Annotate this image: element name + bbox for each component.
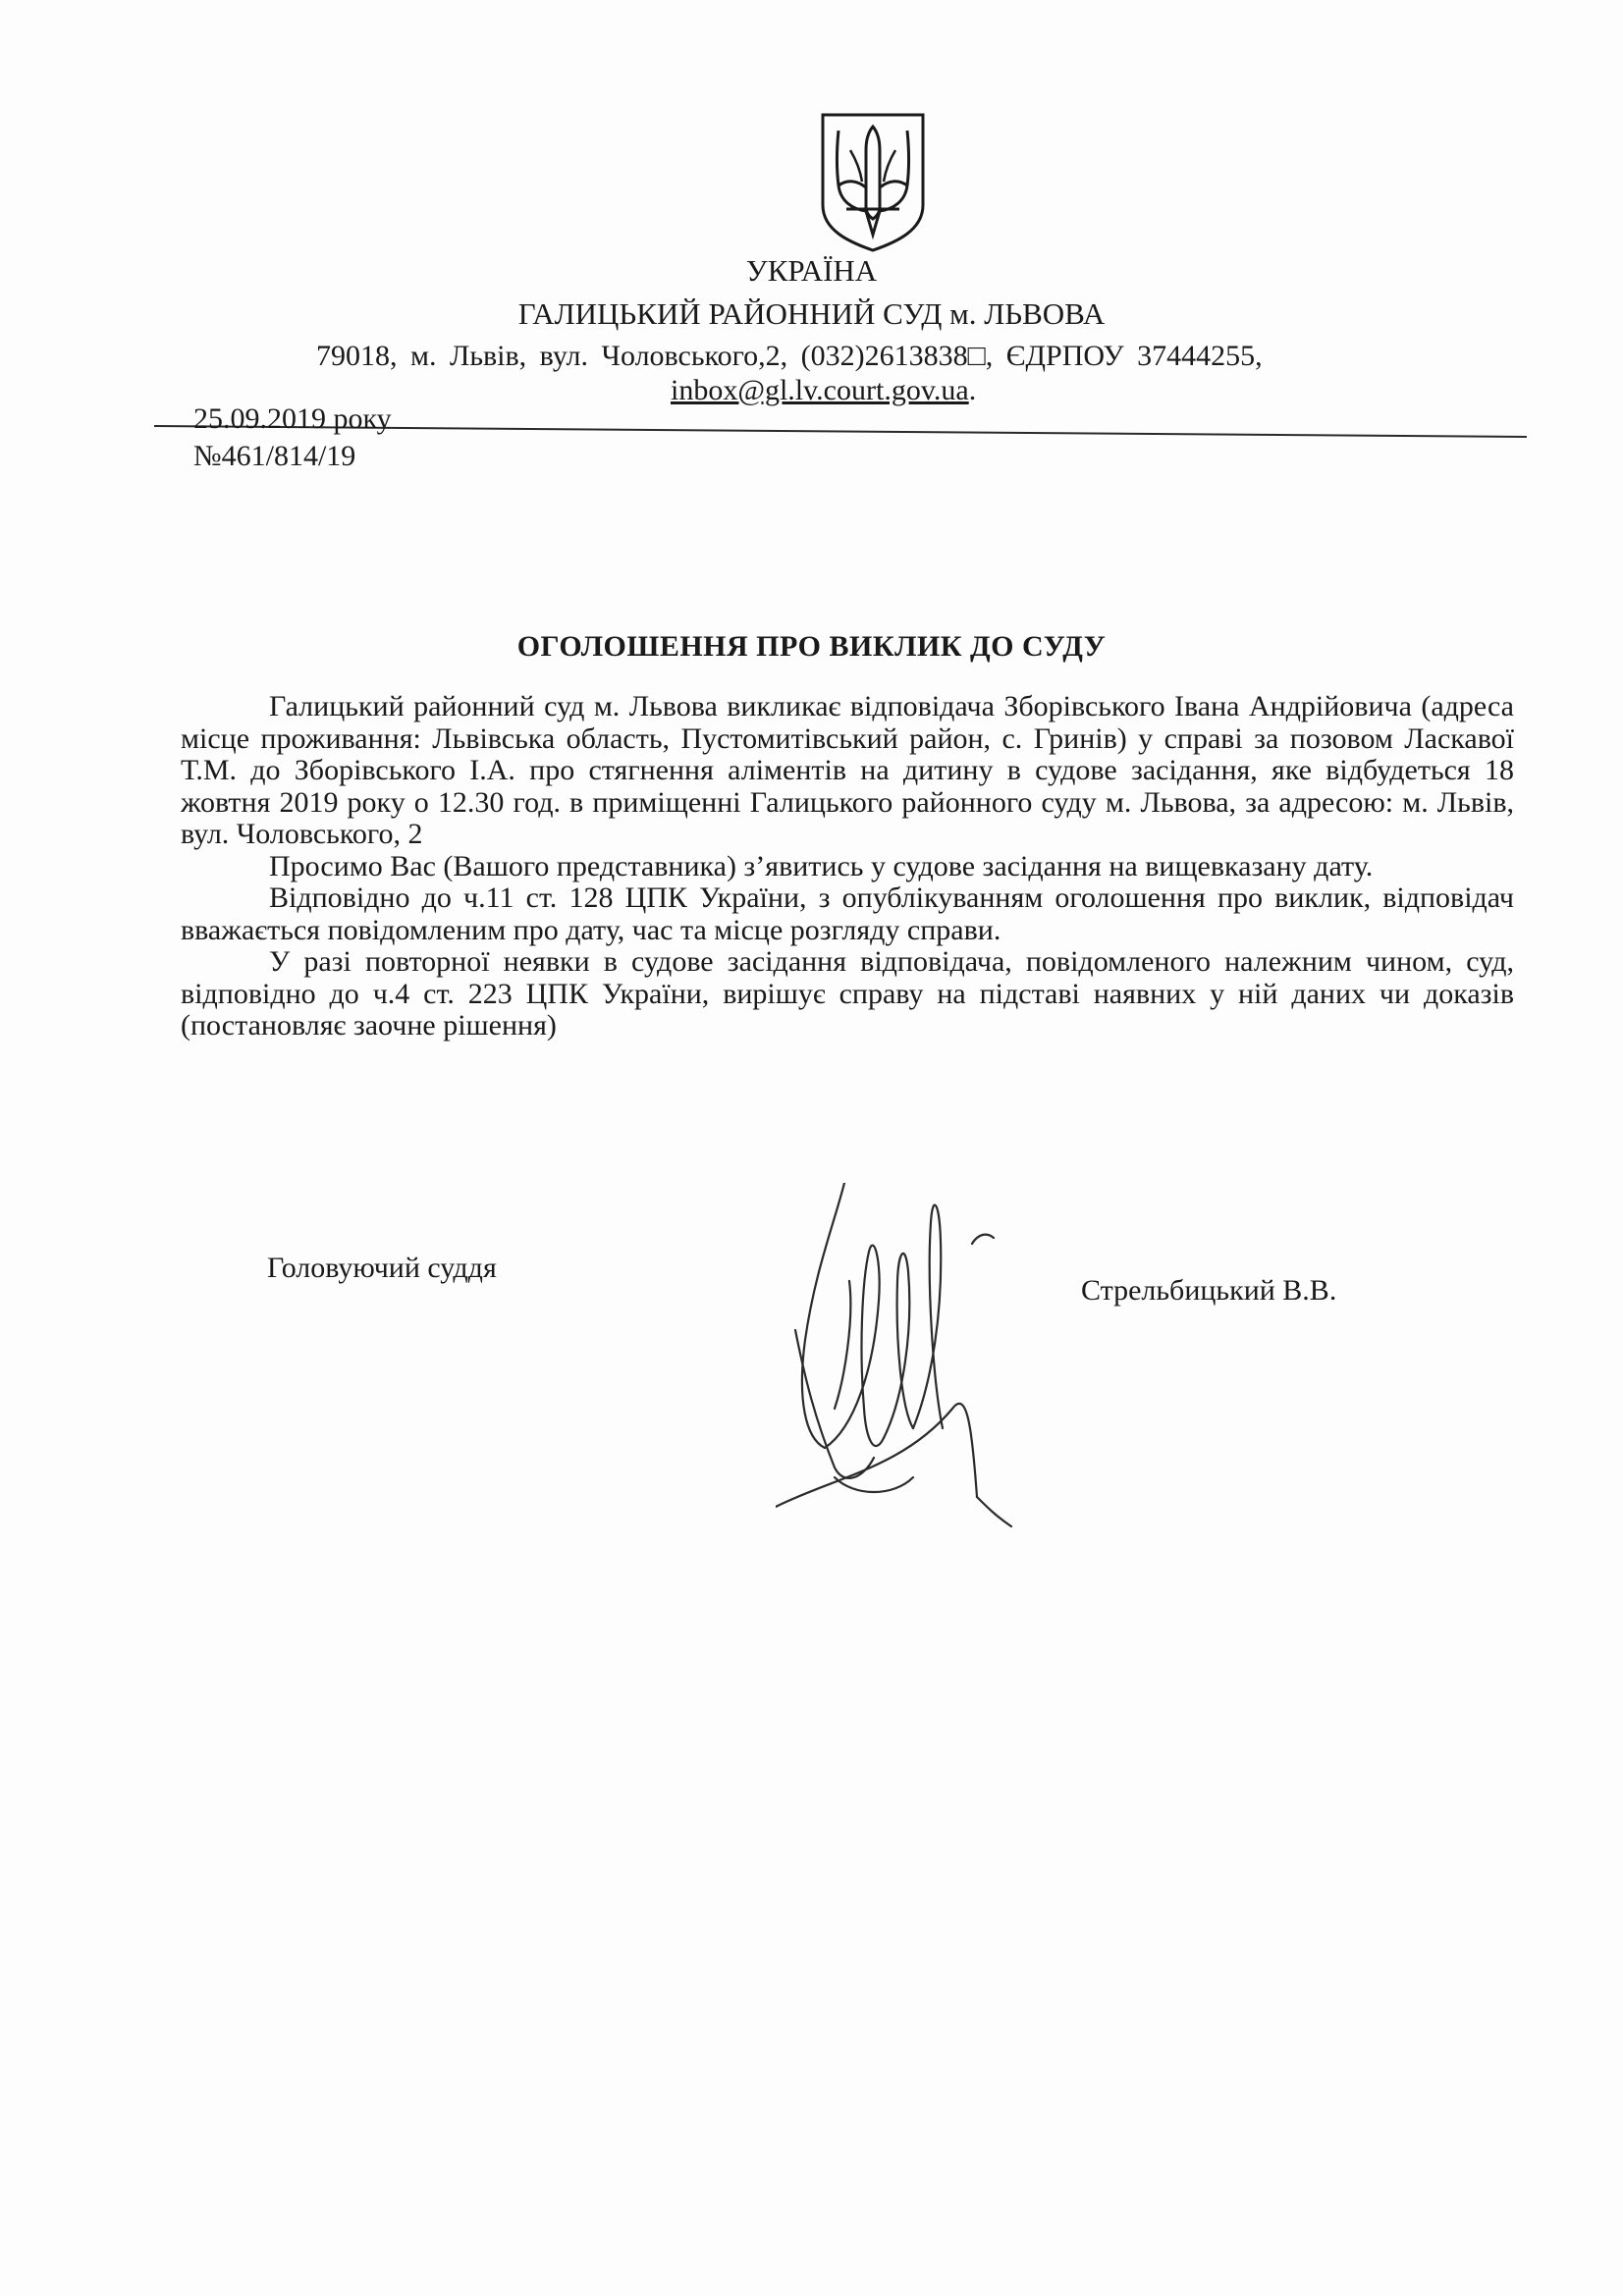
handwritten-signature-icon [776,1183,1021,1546]
signer-name: Стрельбицький В.В. [1081,1274,1337,1307]
trident-emblem-icon [817,111,929,253]
body-paragraph: Галицький районний суд м. Львова викликає відповідача Зборівського Івана Андрійовича (адреса місце проживання: Львівська область, Пустомитівський район, с. Гринів) у справі за позовом Ласкавої Т.М. до Зборівського І.А. про стягнення аліментів на дитину в судове засідання, яке відбудеться 18 жовтня 2019 року о 12.30 год. в приміщенні Галицького районного суду м. Львова, за адресою: м. Львів, вул. Чоловського, 2 [181,690,1514,850]
header-country: УКРАЇНА [745,253,878,288]
signer-role: Головуючий суддя [267,1252,497,1284]
body-paragraph: Відповідно до ч.11 ст. 128 ЦПК України, з опублікуванням оголошення про виклик, відповідач вважається повідомленим про дату, час та місце розгляду справи. [181,881,1514,946]
header-court-name: ГАЛИЦЬКИЙ РАЙОННИЙ СУД м. ЛЬВОВА [517,296,1106,331]
body-paragraph: Просимо Вас (Вашого представника) з’явитись у судове засідання на вищевказану дату. [269,849,1374,882]
document-date: 25.09.2019 року [193,402,392,435]
body-paragraph: У разі повторної неявки в судове засідання відповідача, повідомленого належним чином, суд, відповідно до ч.4 ст. 223 ЦПК України, вирішує справу на підставі наявних у ній даних чи доказів (постановляє заочне рішення) [181,945,1514,1041]
document-title: ОГОЛОШЕННЯ ПРО ВИКЛИК ДО СУДУ [516,630,1107,663]
document-body [181,691,1514,1042]
case-number: №461/814/19 [193,440,356,472]
header-address: 79018, м. Львів, вул. Чоловського,2, (032)2613838□, ЄДРПОУ 37444255, [316,340,1263,372]
header-email-line [671,373,976,408]
email-link[interactable]: inbox@gl.lv.court.gov.ua [671,374,969,406]
email-suffix: . [968,374,977,406]
